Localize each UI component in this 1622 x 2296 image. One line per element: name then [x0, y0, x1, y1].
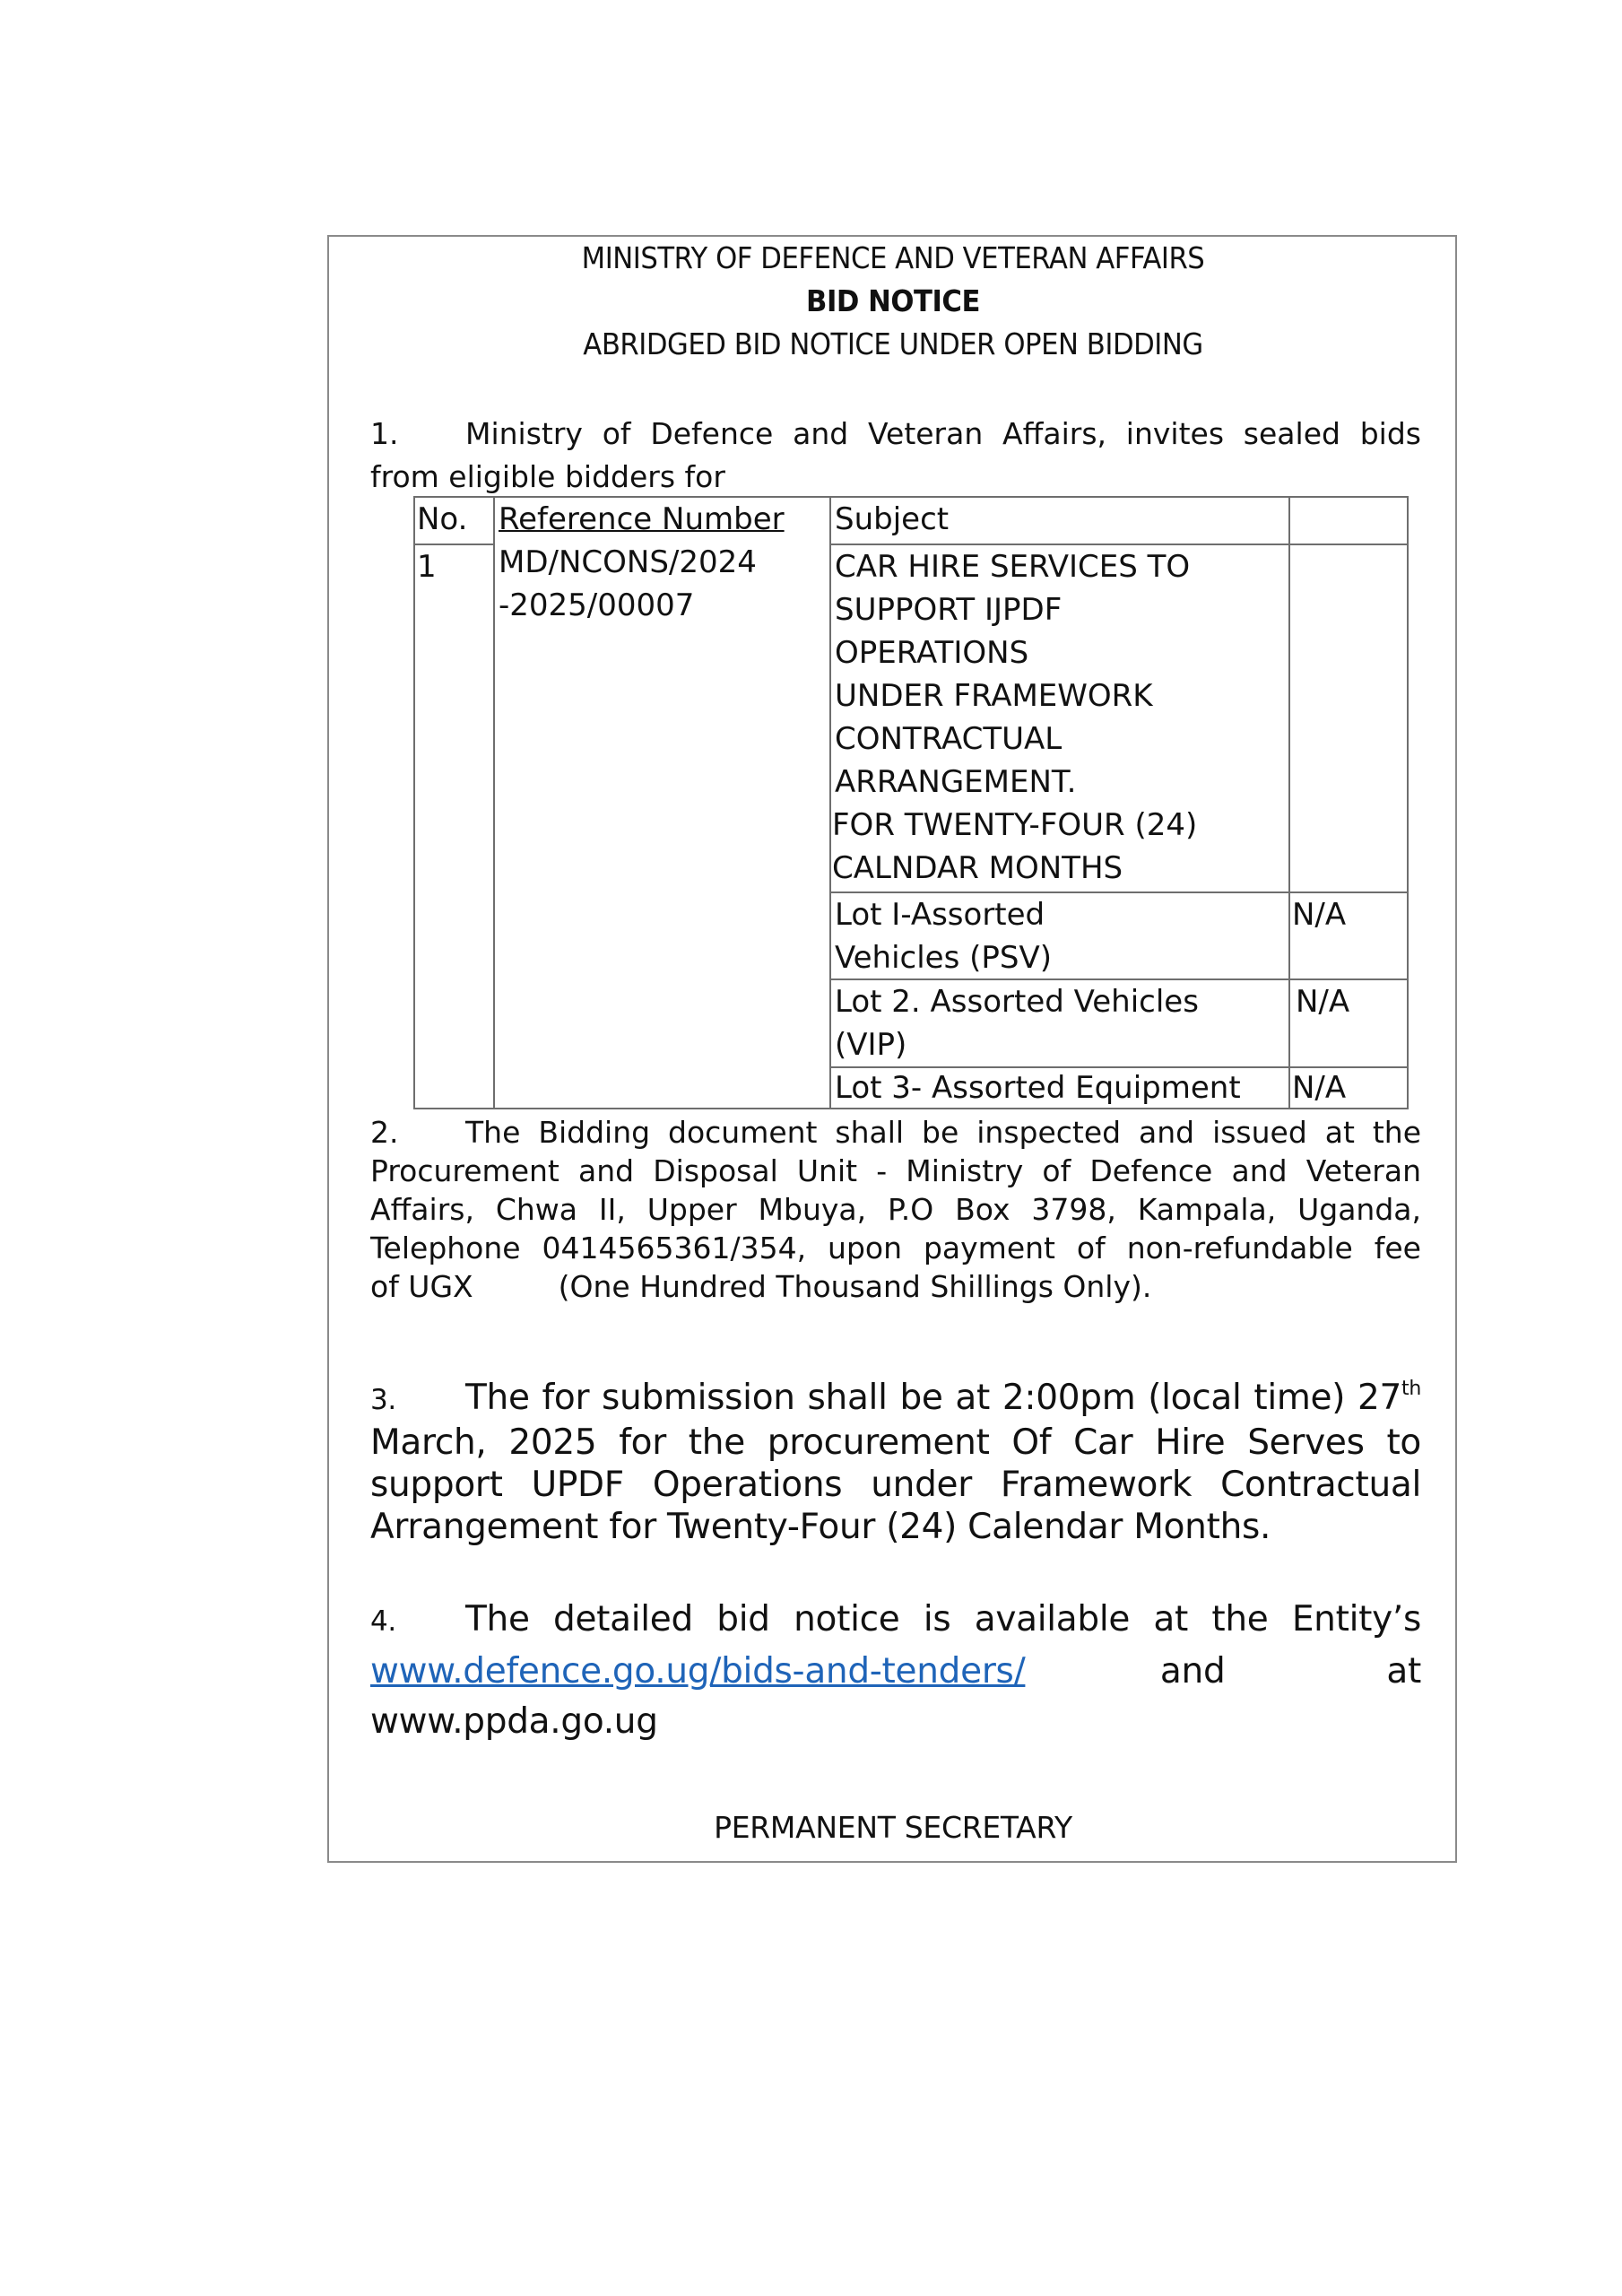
- reference-number-line-2: -2025/00007: [499, 587, 695, 623]
- signature-permanent-secretary: PERMANENT SECRETARY: [714, 1810, 1072, 1845]
- paragraph-4: [370, 1595, 1421, 1747]
- at-text: at: [1386, 1651, 1421, 1692]
- lot-2-line-2: (VIP): [835, 1027, 907, 1063]
- lot-1-line-2: Vehicles (PSV): [835, 940, 1052, 976]
- paragraph-4-number: 4.: [370, 1605, 396, 1638]
- paragraph-1-number: 1.: [370, 416, 399, 451]
- paragraph-2-line: The Bidding document shall be inspected and issued at the: [465, 1115, 1421, 1150]
- subject-line: CONTRACTUAL: [835, 721, 1063, 757]
- paragraph-2-line: Telephone 0414565361/354, upon payment of non-refundable fee: [370, 1231, 1421, 1265]
- lot-3-value: N/A: [1292, 1070, 1347, 1106]
- paragraph-2-line: Affairs, Chwa II, Upper Mbuya, P.O Box 3798, Kampala, Uganda,: [370, 1192, 1421, 1227]
- row-number: 1: [417, 549, 437, 585]
- paragraph-3-number: 3.: [370, 1384, 396, 1416]
- paragraph-3: [370, 1377, 1421, 1548]
- lot-1-value: N/A: [1292, 897, 1347, 933]
- lot-2-line-1: Lot 2. Assorted Vehicles: [835, 984, 1199, 1020]
- header-no: No.: [417, 501, 468, 537]
- subject-line: FOR TWENTY-FOUR (24): [832, 807, 1198, 843]
- subject-line: OPERATIONS: [835, 635, 1029, 671]
- paragraph-4-line-1: The detailed bid notice is available at the Entity’s: [465, 1599, 1421, 1639]
- ppda-website-text: www.ppda.go.ug: [370, 1701, 658, 1742]
- lot-3-line-1: Lot 3- Assorted Equipment: [835, 1070, 1241, 1106]
- fee-amount-words: (One Hundred Thousand Shillings Only).: [558, 1269, 1152, 1304]
- paragraph-3-line: support UPDF Operations under Framework Contractual: [370, 1465, 1421, 1505]
- defence-bids-link[interactable]: www.defence.go.ug/bids-and-tenders/: [370, 1651, 1026, 1692]
- reference-number-line-1: MD/NCONS/2024: [499, 544, 757, 580]
- subject-line: CALNDAR MONTHS: [832, 850, 1123, 886]
- bid-table: [413, 496, 1409, 1109]
- ministry-heading: MINISTRY OF DEFENCE AND VETERAN AFFAIRS: [581, 240, 1205, 275]
- paragraph-1: [370, 413, 1421, 499]
- header-reference-number: Reference Number: [499, 501, 785, 537]
- subject-line: ARRANGEMENT.: [835, 764, 1077, 800]
- paragraph-1-line-2: from eligible bidders for: [370, 459, 725, 494]
- subject-line: UNDER FRAMEWORK: [835, 678, 1153, 714]
- paragraph-2-number: 2.: [370, 1115, 399, 1150]
- notice-subtitle: ABRIDGED BID NOTICE UNDER OPEN BIDDING: [583, 326, 1203, 361]
- notice-title: BID NOTICE: [806, 283, 980, 318]
- lot-1-line-1: Lot I-Assorted: [835, 897, 1045, 933]
- submission-deadline-text: The for submission shall be at 2:00pm (local time) 27: [465, 1378, 1402, 1418]
- paragraph-3-line: March, 2025 for the procurement Of Car Hire Serves to: [370, 1422, 1421, 1463]
- subject-line: SUPPORT IJPDF: [835, 592, 1063, 628]
- paragraph-1-line-1: Ministry of Defence and Veteran Affairs, invites sealed bids: [465, 416, 1421, 451]
- subject-line: CAR HIRE SERVICES TO: [835, 549, 1191, 585]
- lot-2-value: N/A: [1296, 984, 1350, 1020]
- paragraph-3-line: Arrangement for Twenty-Four (24) Calendar Months.: [370, 1507, 1271, 1547]
- paragraph-2-line: Procurement and Disposal Unit - Ministry of Defence and Veteran: [370, 1153, 1421, 1188]
- header-subject: Subject: [835, 501, 950, 537]
- paragraph-2: [370, 1113, 1421, 1306]
- fee-currency: of UGX: [370, 1269, 473, 1304]
- and-text: and: [1159, 1651, 1226, 1692]
- date-ordinal-suffix: th: [1401, 1378, 1421, 1400]
